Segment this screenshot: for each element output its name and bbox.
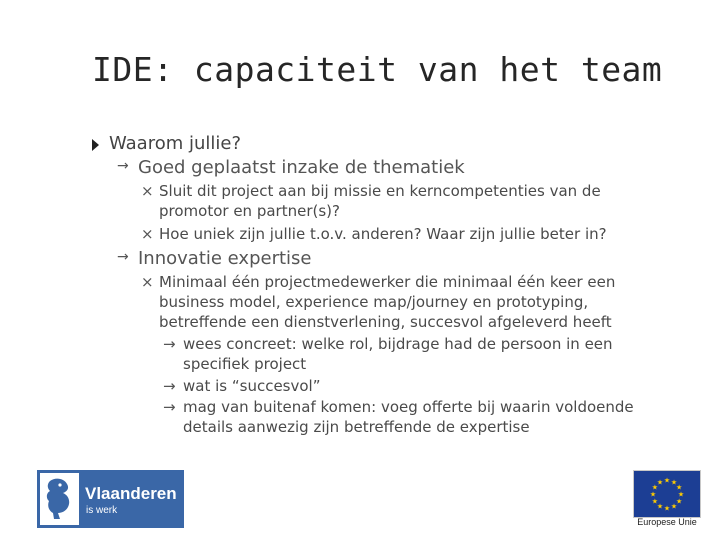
arrow-bullet-icon: → [117, 249, 129, 265]
eu-star-icon: ★ [675, 497, 683, 506]
eu-star-icon: ★ [663, 476, 671, 485]
vlaanderen-logo [37, 470, 184, 528]
bullet-minimaal-line2: business model, experience map/journey en prototyping, [159, 293, 589, 311]
eu-star-icon: ★ [670, 478, 678, 487]
slide-title: IDE: capaciteit van het team [92, 50, 663, 89]
flemish-lion-icon [40, 473, 79, 525]
arrow-bullet-icon: → [163, 398, 176, 416]
bullet-buitenaf-line2: details aanwezig zijn betreffende de expertise [183, 418, 530, 436]
eu-star-icon: ★ [656, 502, 664, 511]
bullet-goed-geplaatst: Goed geplaatst inzake de thematiek [138, 157, 465, 178]
eu-star-icon: ★ [651, 497, 659, 506]
bullet-minimaal-line3: betreffende een dienstverlening, succesvol afgeleverd heeft [159, 313, 612, 331]
bullet-succesvol: wat is “succesvol” [183, 377, 321, 395]
bullet-minimaal-line1: Minimaal één projectmedewerker die minimaal één keer een [159, 273, 616, 291]
eu-star-icon: ★ [649, 490, 657, 499]
triangle-bullet-icon [92, 139, 99, 151]
eu-star-icon: ★ [651, 483, 659, 492]
bullet-uniek: Hoe uniek zijn jullie t.o.v. anderen? Waar zijn jullie beter in? [159, 225, 607, 243]
eu-star-icon: ★ [656, 478, 664, 487]
bullet-innovatie: Innovatie expertise [138, 248, 312, 269]
arrow-bullet-icon: → [117, 158, 129, 174]
bullet-waarom: Waarom jullie? [109, 133, 242, 154]
eu-flag-icon [633, 470, 701, 518]
eu-star-icon: ★ [663, 504, 671, 513]
arrow-bullet-icon: → [163, 335, 176, 353]
bullet-sluit-line1: Sluit dit project aan bij missie en kerncompetenties van de [159, 182, 601, 200]
arrow-bullet-icon: → [163, 377, 176, 395]
eu-star-icon: ★ [675, 483, 683, 492]
eu-star-icon: ★ [677, 490, 685, 499]
cross-bullet-icon: × [141, 182, 154, 200]
bullet-buitenaf-line1: mag van buitenaf komen: voeg offerte bij waarin voldoende [183, 398, 634, 416]
bullet-concreet-line1: wees concreet: welke rol, bijdrage had de persoon in een [183, 335, 613, 353]
vlaanderen-name: Vlaanderen [85, 484, 177, 503]
bullet-sluit-line2: promotor en partner(s)? [159, 202, 340, 220]
eu-caption: Europese Unie [637, 517, 697, 527]
cross-bullet-icon: × [141, 273, 154, 291]
vlaanderen-tagline: is werk [86, 505, 118, 516]
eu-star-icon: ★ [670, 502, 678, 511]
bullet-concreet-line2: specifiek project [183, 355, 307, 373]
cross-bullet-icon: × [141, 225, 154, 243]
